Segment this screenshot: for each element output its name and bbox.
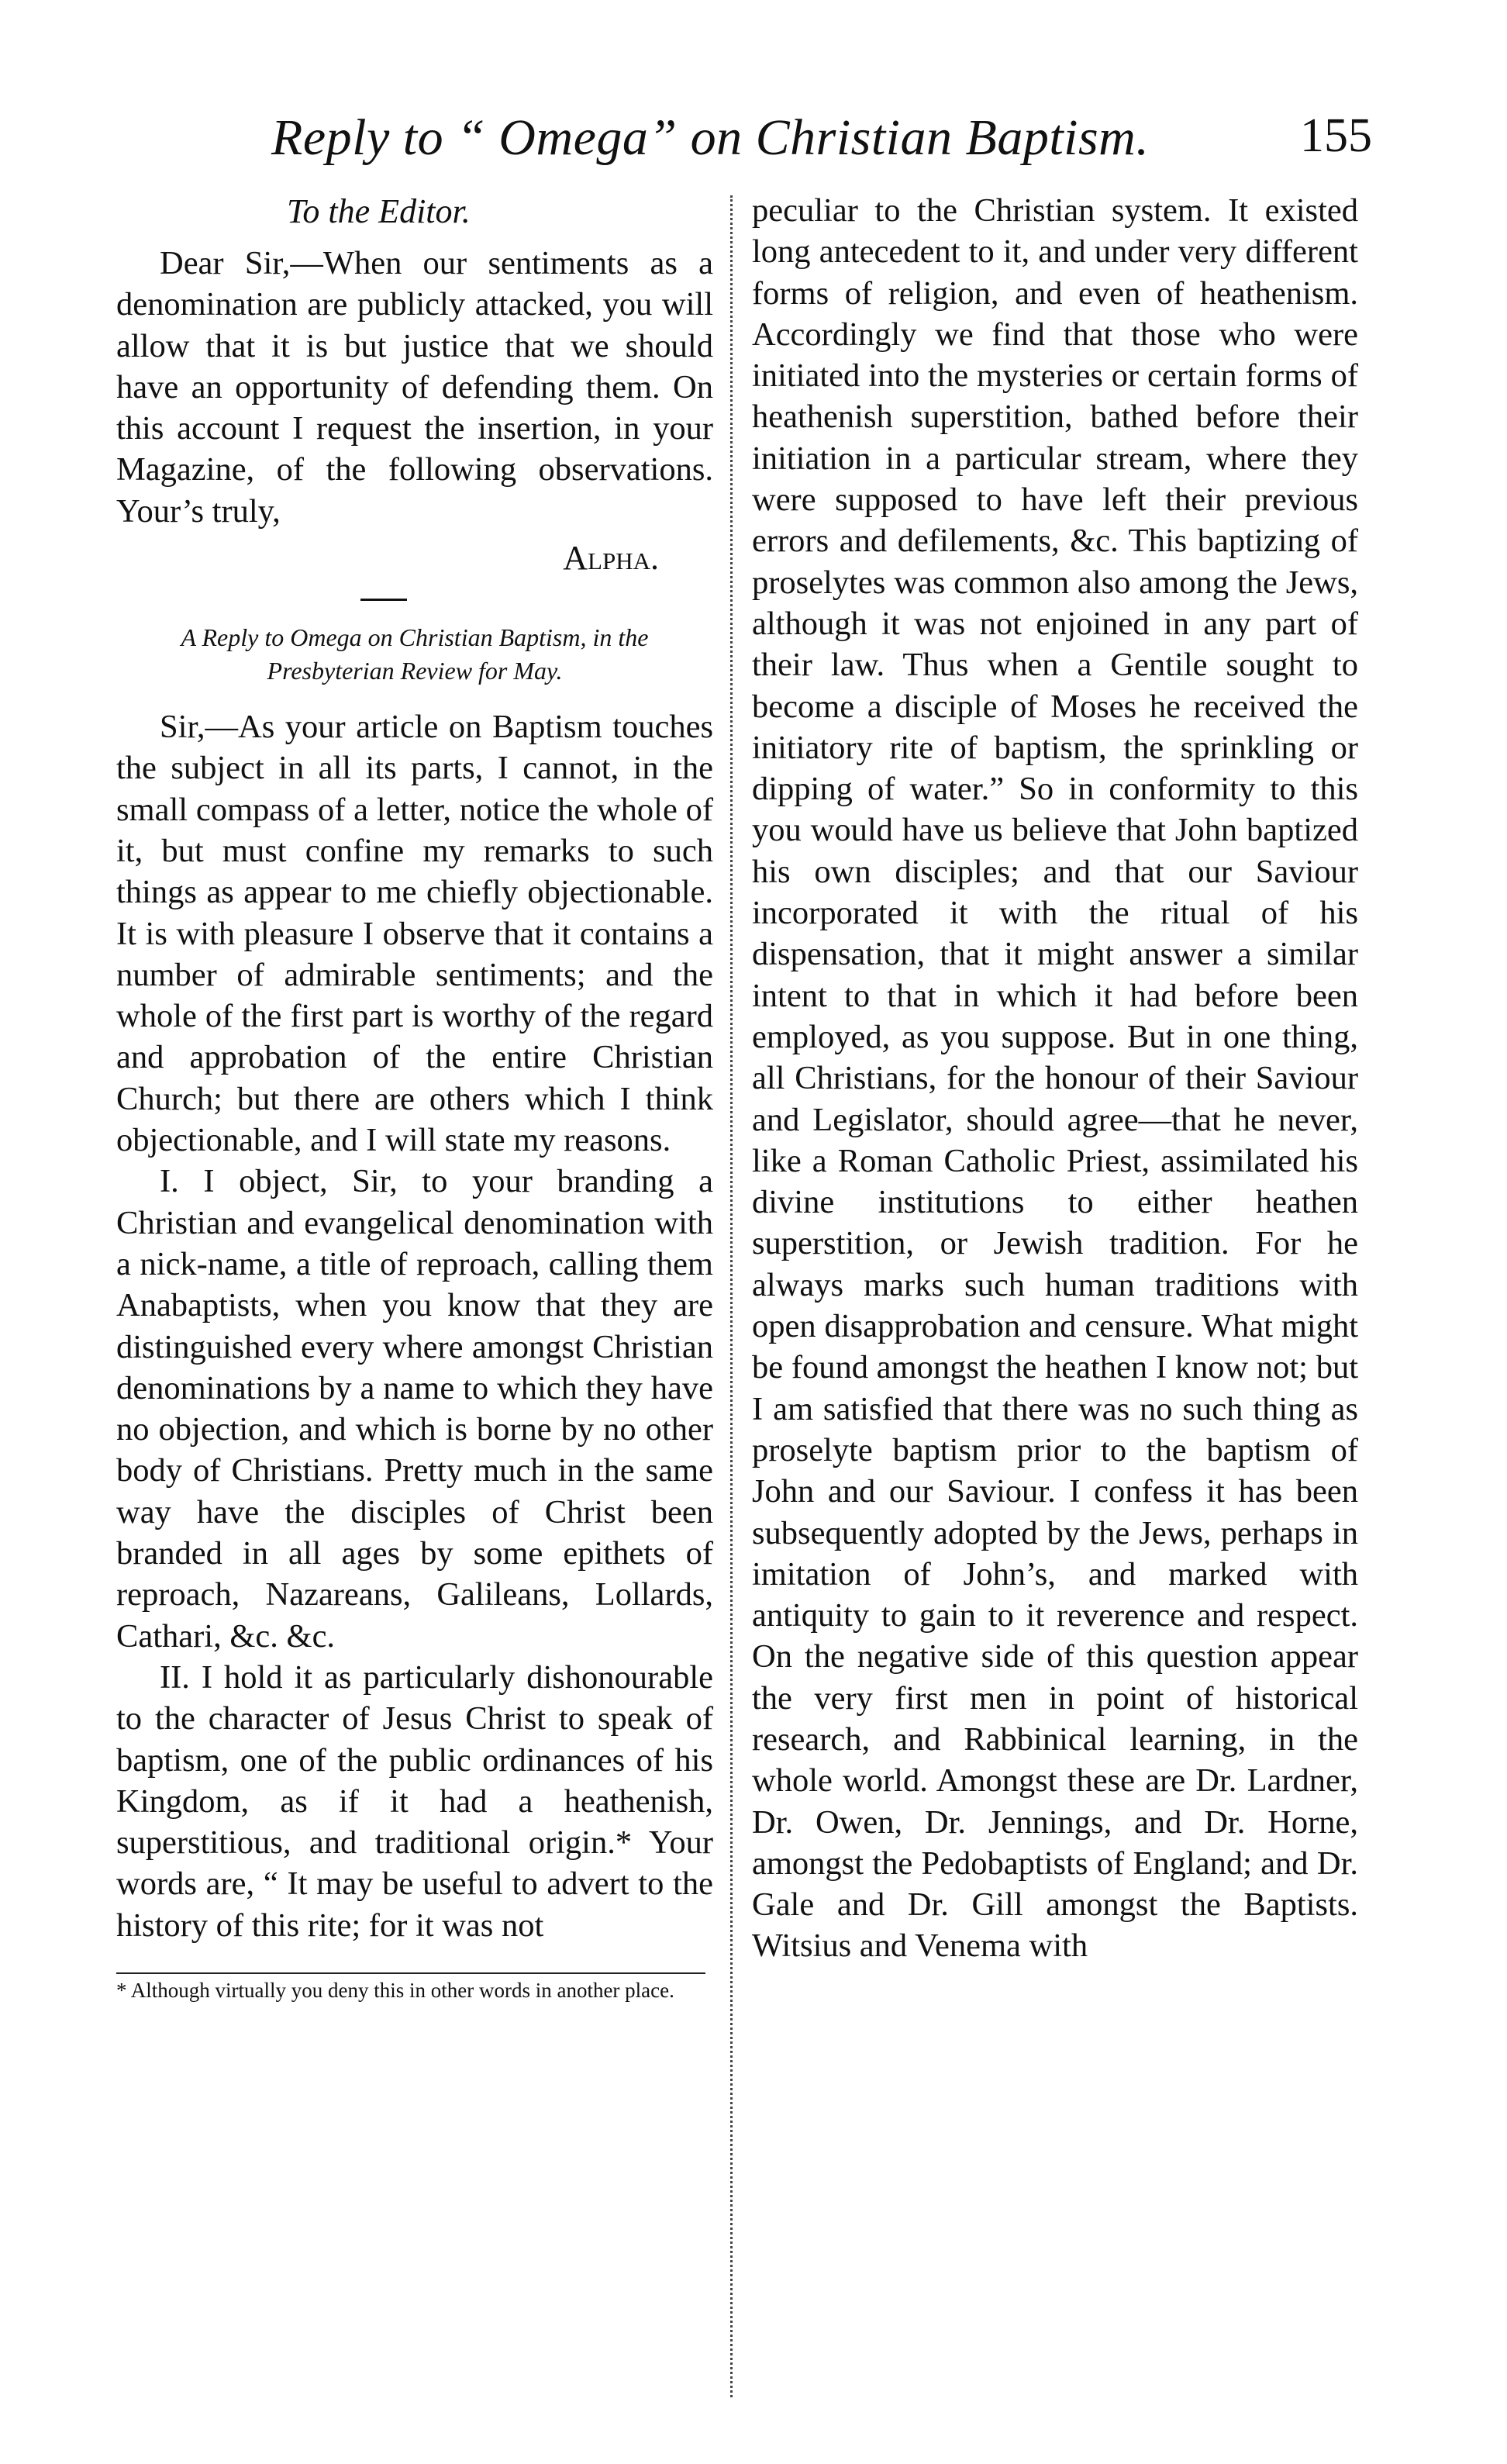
running-title: Reply to “ Omega” on Christian Baptism. [271, 109, 1150, 166]
right-column [752, 190, 1358, 1967]
signature-alpha: Alpha. [563, 539, 659, 578]
page-number: 155 [1300, 109, 1372, 162]
column-divider [730, 195, 733, 2397]
article-subtitle: A Reply to Omega on Christian Baptism, in the Presbyterian Review for May. [181, 623, 649, 685]
footnote: * Although virtually you deny this in other words in another place. [116, 1978, 674, 2002]
to-editor-heading: To the Editor. [287, 192, 471, 230]
section-separator [360, 599, 407, 601]
letter-paragraph: Dear Sir,—When our sentiments as a denomination are publicly attacked, you will allow that it is but justice that we should have an opportunity of defending them. On this account I request the insertion, in your Magazine, of the following observations. Your’s truly, [116, 245, 713, 530]
paragraph-objection-one: I. I object, Sir, to your branding a Christian and evangelical denomination with a nick-name, a title of reproach, calling them Anabaptists, when you know that they are distinguished every where amongst Christian denominations by a name to which they have no objection, and which is borne by no other body of Christians. Pretty much in the same way have the disciples of Christ been branded in all ages by some epithets of reproach, Nazareans, Galileans, Lollards, Cathari, &c. &c. [116, 1163, 713, 1655]
paragraph-sir: Sir,—As your article on Baptism touches the subject in all its parts, I cannot, in the small compass of a letter, notice the whole of it, but must confine my remarks to such things as appear to me chiefly objectionable. It is with pleasure I observe that it contains a number of admirable sentiments; and the whole of the first part is worthy of the regard and approbation of the entire Christian Church; but there are others which I think objectionable, and I will state my reasons. [116, 709, 713, 1159]
paragraph-continued: peculiar to the Christian system. It existed long antecedent to it, and under very different forms of religion, and even of heathenism. Accordingly we find that those who were initiated into the mysteries or certain forms of heathenish superstition, bathed before their initiation in a particular stream, where they were supposed to have left their previous errors and defilements, &c. This baptizing of proselytes was common also among the Jews, although it was not enjoined in any part of their law. Thus when a Gentile sought to become a disciple of Moses he received the initiatory rite of baptism, the sprinkling or dipping of water.” So in conformity to this you would have us believe that John baptized his own disciples; and that our Saviour incorporated it with the ritual of his dispensation, that it might answer a similar intent to that in which it had before been employed, as you suppose. But in one thing, all Christians, for the honour of their Saviour and Legislator, should agree—that he never, like a Roman Catholic Priest, assimilated his divine institutions to either heathen superstition, or Jewish tradition. For he always marks such human traditions with open disapprobation and censure. What might be found amongst the heathen I know not; but I am satisfied that there was no such thing as proselyte baptism prior to the baptism of John and our Saviour. I confess it has been subsequently adopted by the Jews, perhaps in imitation of John’s, and marked with antiquity to gain to it reverence and respect. On the negative side of this question appear the very first men in point of historical research, and Rabbinical learning, in the whole world. Amongst these are Dr. Lardner, Dr. Owen, Dr. Jennings, and Dr. Horne, amongst the Pedobaptists of England; and Dr. Gale and Dr. Gill amongst the Baptists. Witsius and Venema with [752, 192, 1358, 1965]
running-header [271, 109, 1372, 178]
paragraph-objection-two: II. I hold it as particularly dishonourable to the character of Jesus Christ to speak of baptism, one of the public ordinances of his Kingdom, as if it had a heathenish, superstitious, and traditional origin.* Your words are, “ It may be useful to advert to the history of this rite; for it was not [116, 1658, 713, 1944]
footnote-rule [116, 1972, 705, 1974]
left-column [116, 190, 713, 2003]
